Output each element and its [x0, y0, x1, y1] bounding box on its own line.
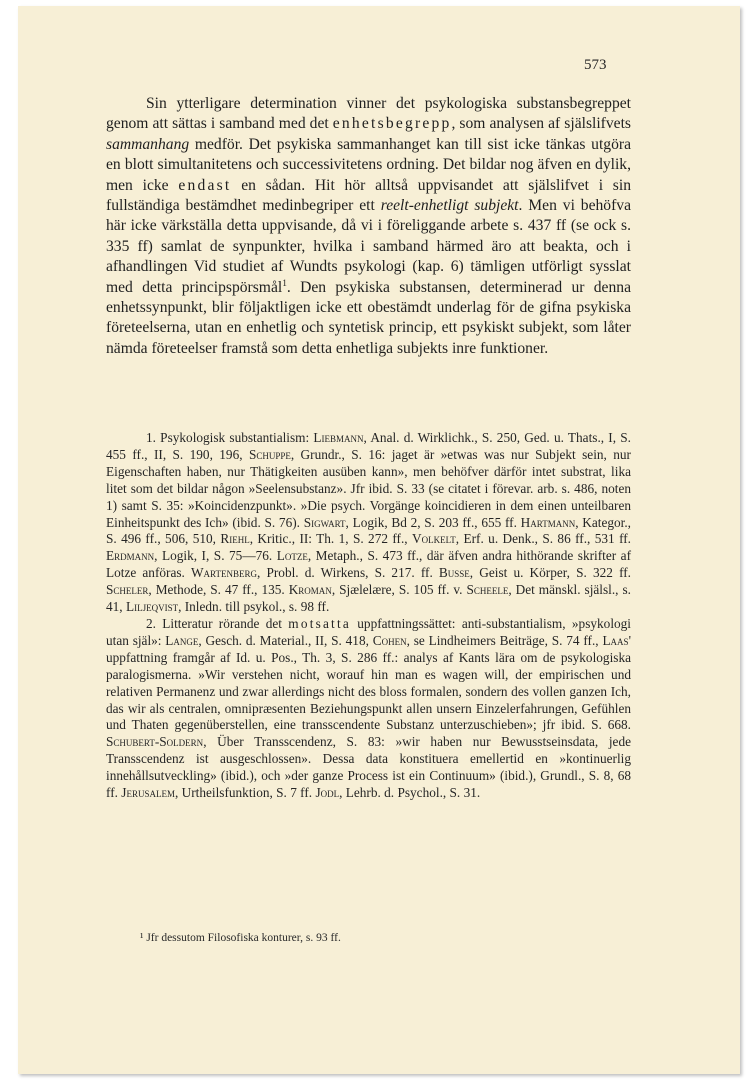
- author-name: Riehl: [220, 531, 250, 547]
- italic-text: reelt-enhetligt subjekt: [380, 197, 519, 215]
- author-name: Sigwart: [303, 514, 346, 530]
- author-name: Volkelt: [412, 531, 456, 547]
- emphasized-text: enhetsbegrepp: [332, 115, 452, 133]
- page-number: 573: [584, 57, 607, 73]
- reference-note: [106, 430, 631, 616]
- text-run: , Geist u. Körper, S. 322 ff.: [469, 565, 632, 581]
- italic-text: sammanhang: [106, 135, 190, 153]
- text-run: , som analysen af själslifvets: [451, 115, 631, 133]
- emphasized-text: endast: [178, 176, 232, 194]
- author-name: Jerusalem: [121, 785, 175, 801]
- text-run: , Kategor., S. 496 ff., 506, 510,: [106, 514, 632, 547]
- text-run: , Logik, Bd 2, S. 203 ff., 655 ff.: [345, 514, 521, 530]
- text-run: , Grundr., S. 16: jaget är »etwas was nur Subjekt sein, nur Eigenschaften haben, nur Thätigkeiten ausüben kann», men behöfver därför intet substrat, lika litet som det bildar någon »Seelensubstanz». Jfr ibid. S. 33 (se citatet i förevar. arb. s. 486, noten 1) samt S. 35: »Koincidenzpunkt». »Die psych. Vorgänge koincidieren in dem einen unteilbaren Einheitspunkt des Ich» (ibid. S. 76).: [106, 446, 631, 530]
- emphasized-text: motsatta: [288, 615, 351, 631]
- text-run: , Urtheilsfunktion, S. 7 ff.: [174, 785, 316, 801]
- text-run: . Den psykiska substansen, determinerad ur denna enhetssynpunkt, blir följaktligen icke ett obestämdt underlag för de gifna psykiska företeelserna, utan en enhetlig och syntetisk princip, ett psykiskt subjekt, som låter nämda företeelser framstå som detta enhetliga subjekts inre funktioner.: [106, 278, 631, 357]
- text-run: medför. Det psykiska sammanhanget kan till sist icke tänkas utgöra en blott simultanitetens och successivitetens ordning. Det bildar nog äfven en dylik, men icke: [106, 135, 631, 194]
- text-run: , Lehrb. d. Psychol., S. 31.: [339, 785, 481, 801]
- author-name: Liebmann: [313, 430, 364, 445]
- text-run: 2. Litteratur rörande det: [146, 615, 289, 631]
- author-name: Schuppe: [248, 446, 291, 462]
- main-text: [106, 94, 631, 359]
- author-name: Liljeqvist: [125, 599, 179, 615]
- text-run: , Methode, S. 47 ff., 135.: [148, 582, 289, 598]
- author-name: Laas: [602, 632, 629, 648]
- text-run: , Inledn. till psykol., s. 98 ff.: [178, 599, 330, 615]
- author-name: Lotze: [276, 548, 308, 564]
- author-name: Jodl: [315, 785, 340, 801]
- reference-note: [106, 616, 631, 802]
- text-run: , Kritic., II: Th. 1, S. 272 ff.,: [249, 531, 413, 547]
- text-run: 1. Psykologisk substantialism:: [146, 430, 314, 445]
- reference-notes: [106, 430, 631, 802]
- text-run: , Probl. d. Wirkens, S. 217. ff.: [257, 565, 439, 581]
- text-run: , Metaph., S. 473 ff., där äfven andra hithörande skrifter af Lotze anföras.: [106, 548, 631, 581]
- author-name: Scheele: [466, 582, 509, 598]
- main-paragraph: [106, 94, 631, 359]
- text-run: uppfattningssättet: anti-substantialism, »psykologi utan själ»:: [106, 615, 632, 648]
- text-run: . Men vi behöfva här icke värkställa detta uppvisande, då vi i föreliggande arbete s. 437 ff (se ock s. 335 ff) samlat de synpunkter, hvilka i samband härmed äro att beakta, och i afhandlingen Vid studiet af Wundts psykologi (kap. 6) tämligen utförligt sysslat med detta principspörsmål: [106, 197, 632, 296]
- text-run: , Gesch. d. Material., II, S. 418,: [198, 632, 373, 648]
- author-name: Scheler: [106, 582, 149, 598]
- text-run: en sådan. Hit hör alltså uppvisandet att själslifvet i sin fullständiga bestämdhet medinbegriper ett: [106, 176, 631, 215]
- text-run: , Erf. u. Denk., S. 86 ff., 531 ff.: [455, 531, 632, 547]
- author-name: Cohen: [372, 632, 407, 648]
- author-name: Busse: [438, 565, 470, 581]
- text-run: , se Lindheimers Beiträge, S. 74 ff.,: [406, 632, 603, 648]
- text-run: , Det mänskl. själsl., s. 41,: [106, 582, 631, 615]
- author-name: Erdmann: [106, 548, 155, 564]
- text-run: , Anal. d. Wirklichk., S. 250, Ged. u. Thats., I, S. 455 ff., II, S. 190, 196,: [106, 430, 631, 462]
- text-run: Sin ytterligare determination vinner det psykologiska substansbegreppet genom att sättas i samband med det: [106, 95, 631, 133]
- footnote-marker: 1: [282, 278, 287, 289]
- book-page: [18, 6, 740, 1074]
- author-name: Kroman: [288, 582, 332, 598]
- text-run: , Über Transscendenz, S. 83: »wir haben nur Bewusstseinsdata, jede Transscendenz ist ausgeschlossen». Dessa data konstituera emellertid en »kontinuerlig innehållsutveckling» (ibid.), och »der ganze Process ist ein Continuum» (ibid.), Grundl., S. 8, 68 ff.: [106, 734, 631, 801]
- author-name: Wartenberg: [191, 565, 258, 581]
- author-name: Schubert-Soldern: [106, 734, 204, 750]
- author-name: Lange: [165, 632, 199, 648]
- text-run: , Logik, I, S. 75—76.: [154, 548, 277, 564]
- page-footnote: ¹ Jfr dessutom Filosofiska konturer, s. 93 ff.: [140, 932, 341, 944]
- text-run: , Sjælelære, S. 105 ff. v.: [331, 582, 467, 598]
- author-name: Hartmann: [520, 514, 576, 530]
- text-run: ' uppfattning framgår af Id. u. Pos., Th. 3, S. 286 ff.: analys af Kants lära om de psykologiska paralogismerna. »Wir verstehen nicht, worauf hin man es wagen will, der empirischen und relativen Permanenz und zwar allerdings nicht des bloss formalen, sondern des vollen ganzen Ich, das wir als centralen, omnipræsenten Beziehungspunkt allen unsern Einzelerfahrungen, Gefühlen und Thaten gegenüberstellen, eine transscendente Substanz unterzuschieben»; jfr ibid. S. 668.: [106, 632, 631, 733]
